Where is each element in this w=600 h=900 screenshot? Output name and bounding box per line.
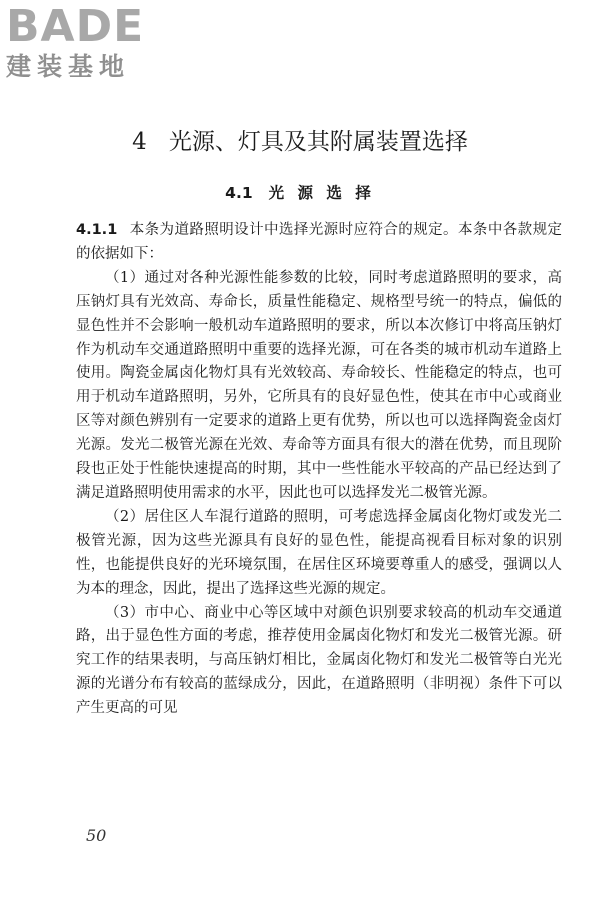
section-number: 4.1 [225, 184, 253, 202]
logo-brand-text: BADE [6, 1, 145, 52]
section-title: 光 源 选 择 [268, 184, 375, 202]
chapter-heading [0, 126, 600, 158]
body-text [76, 219, 562, 721]
page-number: 50 [86, 826, 107, 845]
section-heading [0, 182, 600, 204]
item-paragraph-2: （2）居住区人车混行道路的照明，可考虑选择金属卤化物灯或发光二极管光源，因为这些光源具有良好的显色性，能提高视看目标对象的识别性，也能提供良好的光环境氛围，在居住区环境要尊重人的感受，强调以人为本的理念，因此，提出了选择这些光源的规定。 [76, 508, 562, 597]
chapter-number: 4 [132, 129, 147, 155]
item-paragraph-1: （1）通过对各种光源性能参数的比较，同时考虑道路照明的要求，高压钠灯具有光效高、寿命长，质量性能稳定、规格型号统一的特点，偏低的显色性并不会影响一般机动车道路照明的要求，所以本次修订中将高压钠灯作为机动车交通道路照明中重要的选择光源，可在各类的城市机动车道路上使用。陶瓷金属卤化物灯具有光效较高、寿命较长、性能稳定的特点，也可用于机动车道路照明，另外，它所具有的良好显色性，使其在市中心或商业区等对颜色辨别有一定要求的道路上更有优势，所以也可以选择陶瓷金卤灯光源。发光二极管光源在光效、寿命等方面具有很大的潜在优势，而且现阶段也正处于性能快速提高的时期，其中一些性能水平较高的产品已经达到了满足道路照明使用需求的水平，因此也可以选择发光二极管光源。 [76, 269, 562, 501]
brand-logo [6, 1, 176, 82]
clause-paragraph [76, 219, 562, 267]
clause-number: 4.1.1 [76, 222, 118, 238]
clause-intro: 本条为道路照明设计中选择光源时应符合的规定。本条中各款规定的依据如下： [76, 222, 562, 262]
logo-subtitle: 建装基地 [6, 52, 131, 81]
item-paragraph-3: （3）市中心、商业中心等区域中对颜色识别要求较高的机动车交通道路，出于显色性方面的考虑，推荐使用金属卤化物灯和发光二极管光源。研究工作的结果表明，与高压钠灯相比，金属卤化物灯和发光二极管等白光光源的光谱分布有较高的蓝绿成分，因此，在道路照明（非明视）条件下可以产生更高的可见 [76, 604, 562, 717]
chapter-title: 光源、灯具及其附属装置选择 [168, 129, 468, 155]
